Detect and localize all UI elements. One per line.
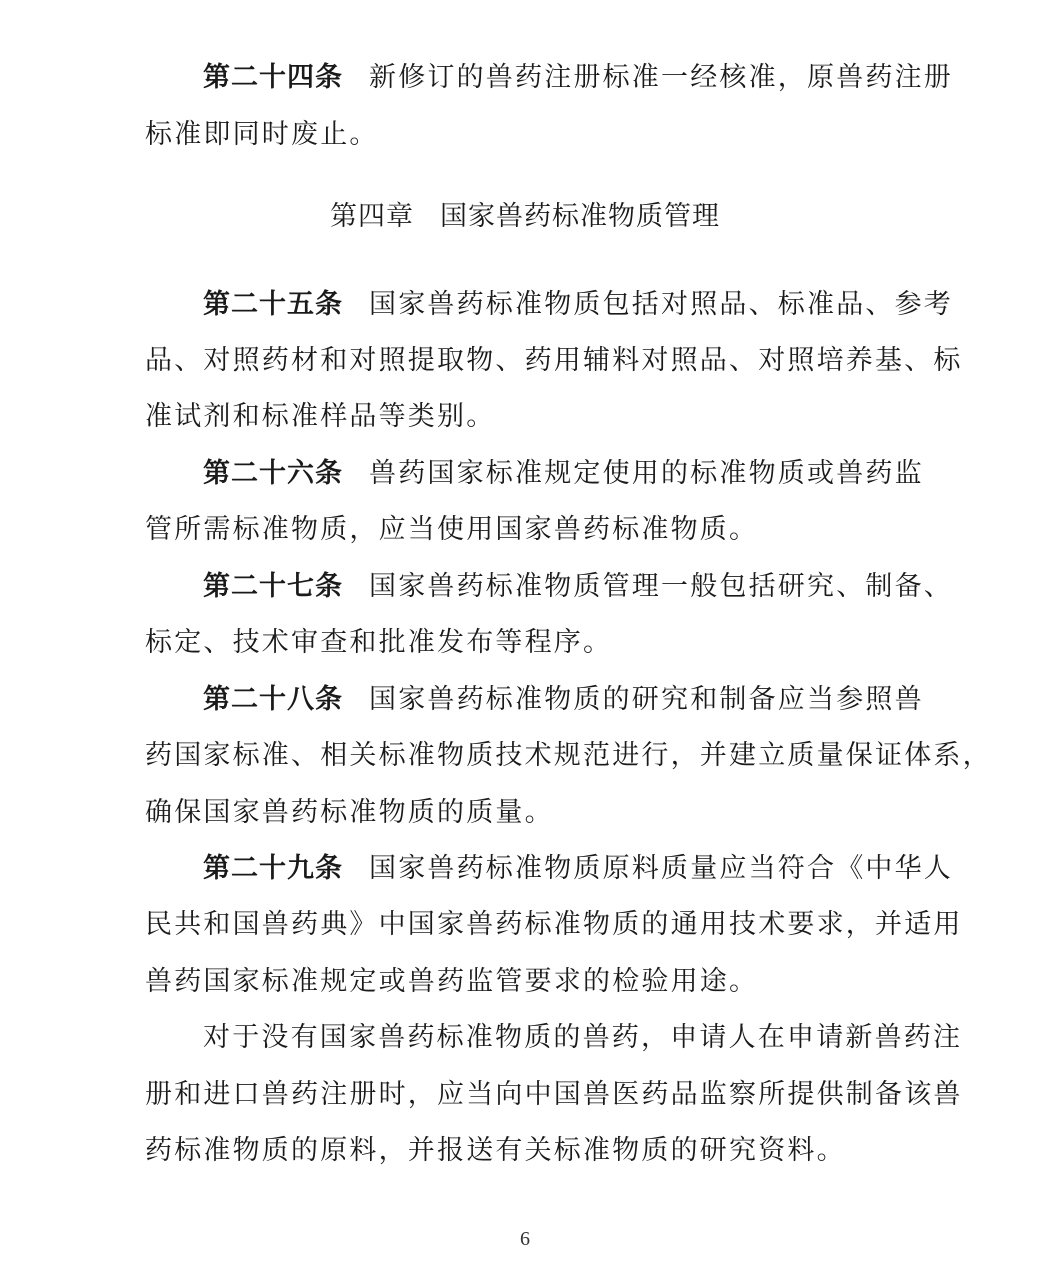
article-27-line-2: 标定、技术审查和批准发布等程序。	[145, 627, 613, 658]
article-number: 第二十七条	[203, 571, 343, 602]
article-number: 第二十五条	[203, 289, 343, 320]
article-29-para2-line-2: 册和进口兽药注册时，应当向中国兽医药品监察所提供制备该兽	[145, 1079, 963, 1110]
article-25-line-1: 第二十五条 国家兽药标准物质包括对照品、标准品、参考	[203, 289, 953, 320]
article-28-line-3: 确保国家兽药标准物质的质量。	[145, 797, 554, 828]
page-number: 6	[520, 1228, 530, 1250]
article-26-line-2: 管所需标准物质，应当使用国家兽药标准物质。	[145, 514, 759, 545]
article-28-line-2: 药国家标准、相关标准物质技术规范进行，并建立质量保证体系，	[145, 740, 992, 771]
article-number: 第二十六条	[203, 458, 343, 489]
article-28-line-1: 第二十八条 国家兽药标准物质的研究和制备应当参照兽	[203, 684, 924, 715]
article-25-line-2: 品、对照药材和对照提取物、药用辅料对照品、对照培养基、标	[145, 345, 963, 376]
article-number: 第二十四条	[203, 62, 343, 93]
article-29-para2-line-3: 药标准物质的原料，并报送有关标准物质的研究资料。	[145, 1135, 846, 1166]
article-29-para2-line-1: 对于没有国家兽药标准物质的兽药，申请人在申请新兽药注	[203, 1022, 963, 1053]
article-25-line-3: 准试剂和标准样品等类别。	[145, 401, 496, 432]
article-29-line-1: 第二十九条 国家兽药标准物质原料质量应当符合《中华人	[203, 853, 953, 884]
article-24-line-2: 标准即同时废止。	[145, 119, 379, 150]
article-26-line-1: 第二十六条 兽药国家标准规定使用的标准物质或兽药监	[203, 458, 924, 489]
article-27-line-1: 第二十七条 国家兽药标准物质管理一般包括研究、制备、	[203, 571, 953, 602]
article-24-line-1: 第二十四条 新修订的兽药注册标准一经核准，原兽药注册	[203, 62, 953, 93]
article-29-line-3: 兽药国家标准规定或兽药监管要求的检验用途。	[145, 966, 759, 997]
article-29-line-2: 民共和国兽药典》中国家兽药标准物质的通用技术要求，并适用	[145, 909, 963, 940]
chapter-heading: 第四章 国家兽药标准物质管理	[330, 201, 720, 232]
article-number: 第二十八条	[203, 684, 343, 715]
article-number: 第二十九条	[203, 853, 343, 884]
